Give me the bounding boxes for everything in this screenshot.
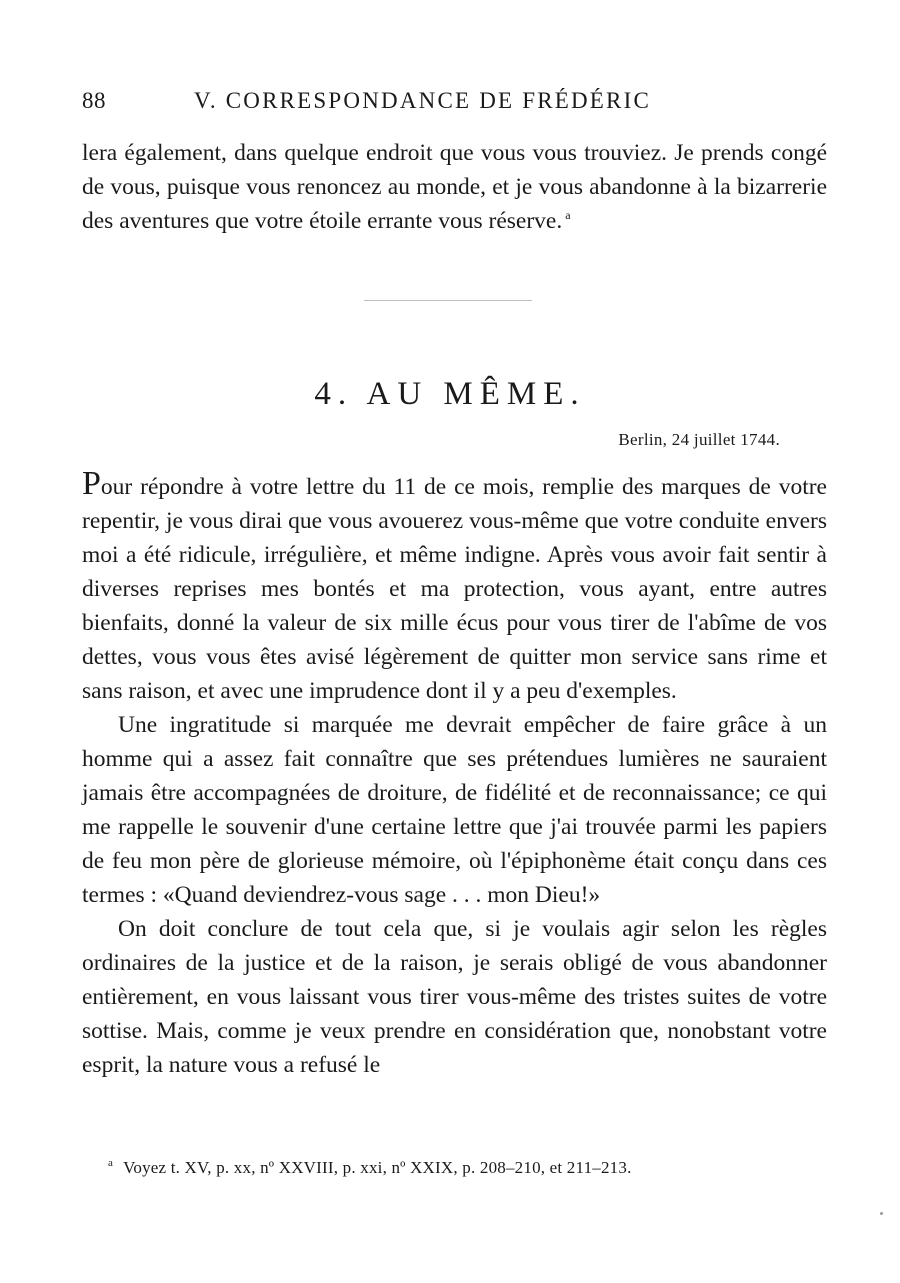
page-number: 88 bbox=[82, 88, 106, 113]
continued-paragraph-text: lera également, dans quelque endroit que vous vous trouviez. Je prends congé de vous, puisque vous renoncez au monde, et je vous abandonne à la bizarrerie des aventures que votre étoile errante vous réserve. bbox=[82, 140, 827, 234]
letter-paragraph-text: our répondre à votre lettre du 11 de ce mois, remplie des marques de votre repentir, je vous dirai que vous avouerez vous-même que votre conduite envers moi a été ridicule, irrégulière, et même indigne. Après vous avoir fait sentir à diverses reprises mes bontés et ma protection, vous ayant, entre autres bienfaits, donné la valeur de six mille écus pour vous tirer de l'abîme de vos dettes, vous vous êtes avisé légèrement de quitter mon service sans rime et sans raison, et avec une imprudence dont il y a peu d'exemples. bbox=[82, 474, 827, 704]
footnote-text: Voyez t. XV, p. xx, nº XXVIII, p. xxi, nº XXIX, p. 208–210, et 211–213. bbox=[123, 1158, 632, 1177]
section-heading: 4. AU MÊME. bbox=[314, 376, 586, 412]
continued-paragraph bbox=[82, 136, 827, 238]
drop-cap: P bbox=[82, 465, 101, 502]
continued-letter-text bbox=[82, 136, 827, 238]
footnote-reference: a bbox=[565, 208, 571, 223]
page-header bbox=[82, 88, 827, 124]
print-speck bbox=[880, 1212, 883, 1215]
running-title: V. CORRESPONDANCE DE FRÉDÉRIC bbox=[194, 88, 651, 113]
footnote-marker: a bbox=[108, 1157, 114, 1170]
dateline: Berlin, 24 juillet 1744. bbox=[618, 430, 780, 449]
letter-body bbox=[82, 465, 827, 1082]
letter-paragraph bbox=[82, 465, 827, 708]
letter-paragraph: On doit conclure de tout cela que, si je voulais agir selon les règles ordinaires de la justice et de la raison, je serais obligé de vous abandonner entièrement, en vous laissant vous tirer vous-même des tristes suites de votre sottise. Mais, comme je veux prendre en considération que, nonobstant votre esprit, la nature vous a refusé le bbox=[82, 916, 827, 1078]
section-divider bbox=[364, 300, 532, 301]
footnote bbox=[108, 1158, 632, 1178]
letter-paragraph: Une ingratitude si marquée me devrait empêcher de faire grâce à un homme qui a assez fait connaître que ses prétendues lumières ne sauraient jamais être accompagnées de droiture, de fidélité et de reconnaissance; ce qui me rappelle le souvenir d'une certaine lettre que j'ai trouvée parmi les papiers de feu mon père de glorieuse mémoire, où l'épiphonème était conçu dans ces termes : «Quand deviendrez-vous sage . . . mon Dieu!» bbox=[82, 712, 827, 908]
